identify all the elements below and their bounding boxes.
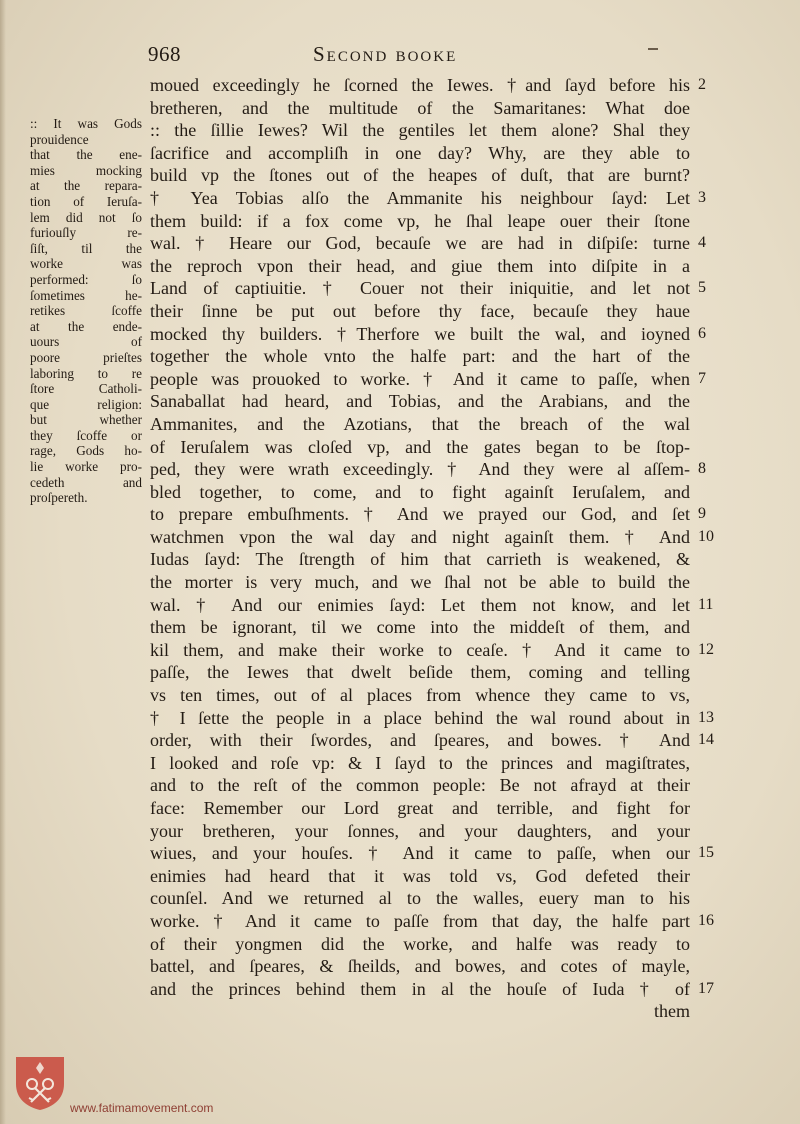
text-line: counſel. And we returned al to the walles, euery man to his	[150, 888, 690, 909]
website-link[interactable]: www.fatimamovement.com	[70, 1101, 214, 1115]
margin-note-line: they ſcoffe or	[30, 427, 142, 443]
margin-note-line: :: It was Gods	[30, 116, 142, 131]
text-line: ped, they were wrath exceedingly. † And they were al aſſem-	[150, 459, 690, 480]
text-line: Ammanites, and the Azotians, that the breach of the wal	[150, 413, 690, 434]
text-line: their ſinne be put out before thy face, becauſe they haue	[150, 300, 690, 321]
text-line: † I ſette the people in a place behind the wal round about in	[150, 707, 690, 728]
margin-note-line: tion of Ieruſa-	[30, 193, 142, 209]
margin-note-line: performed: ſo	[30, 271, 142, 287]
verse-number: 6	[698, 324, 706, 342]
margin-annotation	[30, 116, 142, 506]
margin-note-line: proſpereth.	[30, 490, 88, 506]
margin-note-line: at the repara-	[30, 178, 142, 194]
text-line: order, with their ſwordes, and ſpeares, and bowes. † And	[150, 730, 690, 751]
text-line: and to the reſt of the common people: Be not afrayd at their	[150, 775, 690, 796]
margin-note-line: uours of	[30, 334, 142, 350]
margin-note-line: that the ene-	[30, 147, 142, 163]
text-line: wal. † And our enimies ſayd: Let them not know, and let	[150, 594, 690, 615]
text-line: together the whole vnto the halfe part: and the hart of the	[150, 346, 690, 367]
verse-number: 7	[698, 369, 706, 387]
verse-number: 3	[698, 189, 706, 206]
text-line: to prepare embuſhments. † And we prayed our God, and ſet	[150, 504, 690, 525]
text-line: moued exceedingly he ſcorned the Iewes. †and ſayd before his	[150, 75, 690, 95]
margin-note-line: poore prieſtes	[30, 349, 142, 365]
margin-note-line: rage, Gods ho-	[30, 443, 142, 459]
verse-number: 17	[698, 980, 714, 997]
margin-note-line: retikes ſcoffe	[30, 303, 142, 319]
verse-number: 14	[698, 731, 714, 749]
margin-note-line: but whether	[30, 412, 142, 428]
verse-number: 9	[698, 505, 706, 523]
verse-number: 2	[698, 76, 706, 93]
text-line: enimies had heard that it was told vs, God defeted their	[150, 865, 690, 886]
scripture-text	[150, 74, 690, 1023]
margin-note-line: prouidence	[30, 131, 89, 147]
text-line: them build: if a fox come vp, he ſhal leape ouer their ſtone	[150, 210, 690, 231]
text-line: kil them, and make their worke to ceaſe. † And it came to	[150, 639, 690, 660]
margin-note-line: worke was	[30, 256, 142, 272]
text-line: worke. † And it came to paſſe from that day, the halfe part	[150, 910, 690, 931]
margin-note-line: mies mocking	[30, 162, 142, 178]
verse-number: 11	[698, 595, 714, 613]
text-line: bled together, to come, and to fight againſt Ieruſalem, and	[150, 481, 690, 502]
verse-number: 15	[698, 844, 714, 862]
text-line: battel, and ſpeares, & ſheilds, and bowes, and cotes of mayle,	[150, 956, 690, 977]
running-title: Second booke	[313, 42, 458, 66]
text-line: people was prouoked to worke. † And it came to paſſe, when	[150, 368, 690, 389]
text-line: build vp the ſtones out of the heapes of duſt, that are burnt?	[150, 165, 690, 186]
text-line: the morter is very much, and we ſhal not be able to build the	[150, 572, 690, 593]
verse-number: 12	[698, 641, 714, 658]
margin-note-line: lie worke pro-	[30, 459, 142, 475]
text-line: † Yea Tobias alſo the Ammanite his neighbour ſayd: Let	[150, 187, 690, 208]
verse-number: 4	[698, 234, 706, 252]
text-line: of Ieruſalem was cloſed vp, and the gates began to be ſtop-	[150, 436, 690, 457]
margin-note-line: cedeth and	[30, 474, 142, 490]
text-line: watchmen vpon the wal day and night againſt them. † And	[150, 526, 690, 547]
verse-number: 5	[698, 279, 706, 297]
margin-note-line: laboring to re	[30, 365, 142, 381]
margin-note-line: que religion:	[30, 396, 142, 412]
text-line: I looked and roſe vp: & I ſayd to the princes and magiſtrates,	[150, 752, 690, 773]
margin-note-line: ſiſt, til the	[30, 240, 142, 256]
text-line: your bretheren, your ſonnes, and your daughters, and your	[150, 820, 690, 841]
margin-note-line: furiouſly re-	[30, 225, 142, 241]
page-number: 968	[148, 42, 181, 66]
verse-number: 13	[698, 708, 714, 726]
margin-note-line: ſtore Catholi-	[30, 381, 142, 397]
text-line: mocked thy builders. †Therfore we built the wal, and ioyned	[150, 323, 690, 344]
verse-number: 10	[698, 528, 714, 545]
text-line: face: Remember our Lord great and terrible, and fight for	[150, 798, 690, 818]
text-line: Sanaballat had heard, and Tobias, and the Arabians, and the	[150, 391, 690, 412]
text-line: them be ignorant, til we come into the middeſt of them, and	[150, 617, 690, 638]
text-line: wiues, and your houſes. † And it came to paſſe, when our	[150, 843, 690, 864]
page-header	[148, 42, 688, 68]
text-line: ſacrifice and accompliſh in one day? Why, are they able to	[150, 142, 690, 163]
text-line: the reproch vpon their head, and giue them into diſpite in a	[150, 255, 690, 276]
text-line: of their yongmen did the worke, and halfe was ready to	[150, 933, 690, 954]
text-line: Land of captiuitie. † Couer not their iniquitie, and let not	[150, 278, 690, 299]
text-line: :: the ſillie Iewes? Wil the gentiles let them alone? Shal they	[150, 120, 690, 141]
margin-note-line: at the ende-	[30, 318, 142, 334]
text-line: paſſe, the Iewes that dwelt beſide them, coming and telling	[150, 662, 690, 683]
text-line: and the princes behind them in al the houſe of Iuda † of	[150, 978, 690, 999]
verse-number: 8	[698, 460, 706, 478]
header-mark	[648, 48, 658, 50]
verse-number: 16	[698, 912, 714, 930]
margin-note-line: ſometimes he-	[30, 287, 142, 303]
margin-note-line: lem did not ſo	[30, 209, 142, 225]
text-line: wal. † Heare our God, becauſe we are had in diſpiſe: turne	[150, 233, 690, 254]
shield-keys-logo-icon	[13, 1054, 67, 1112]
text-line: Iudas ſayd: The ſtrength of him that carrieth is weakened, &	[150, 549, 690, 570]
text-line: them	[654, 1001, 690, 1022]
text-line: bretheren, and the multitude of the Samaritanes: What doe	[150, 97, 690, 118]
text-line: vs ten times, out of al places from whence they came to vs,	[150, 685, 690, 706]
page-fold-shadow	[0, 0, 6, 1124]
